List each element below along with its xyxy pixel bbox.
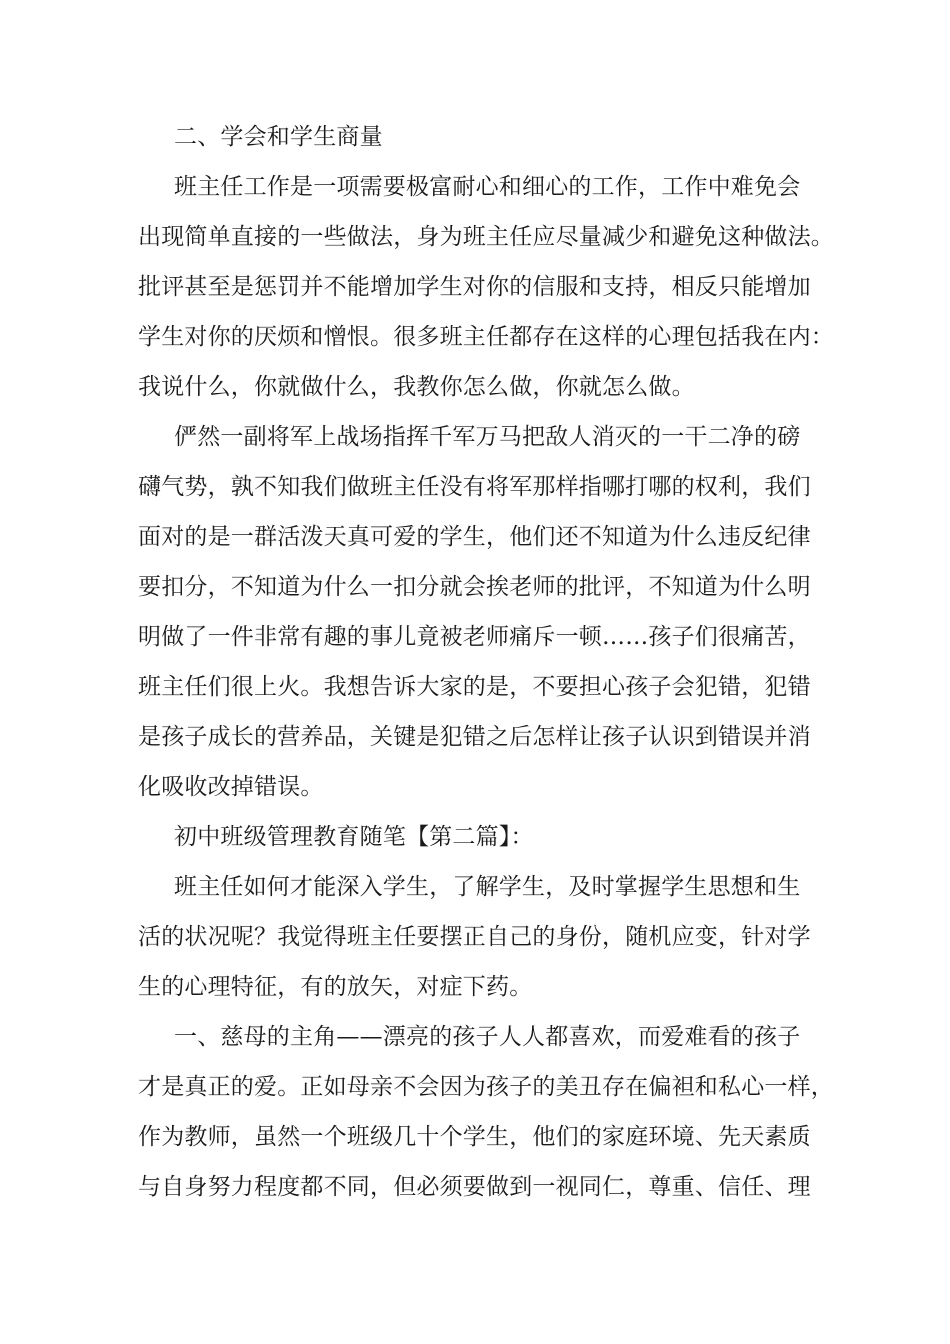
paragraph-line: 我说什么，你就做什么，我教你怎么做，你就怎么做。 [138,374,695,400]
paragraph-line: 俨然一副将军上战场指挥千军万马把敌人消灭的一干二净的磅 [174,424,801,450]
paragraph-line: 出现简单直接的一些做法，身为班主任应尽量减少和避免这种做法。 [138,224,834,250]
paragraph-line: 批评甚至是惩罚并不能增加学生对你的信服和支持，相反只能增加 [138,274,811,300]
paragraph-line: 要扣分，不知道为什么一扣分就会挨老师的批评，不知道为什么明 [138,574,811,600]
paragraph-line: 明做了一件非常有趣的事儿竟被老师痛斥一顿……孩子们很痛苦， [138,624,811,650]
paragraph-line: 礴气势，孰不知我们做班主任没有将军那样指哪打哪的权利，我们 [138,474,811,500]
paragraph-line: 与自身努力程度都不同，但必须要做到一视同仁，尊重、信任、理 [138,1174,811,1200]
article-heading: 初中班级管理教育随笔【第二篇】： [174,824,534,850]
paragraph-line: 一、慈母的主角——漂亮的孩子人人都喜欢，而爱难看的孩子 [174,1024,801,1050]
paragraph-line: 化吸收改掉错误。 [138,774,324,800]
paragraph-line: 作为教师，虽然一个班级几十个学生，他们的家庭环境、先天素质 [138,1124,811,1150]
paragraph-line: 班主任工作是一项需要极富耐心和细心的工作，工作中难免会 [174,174,801,200]
paragraph-line: 面对的是一群活泼天真可爱的学生，他们还不知道为什么违反纪律 [138,524,811,550]
paragraph-line: 班主任们很上火。我想告诉大家的是，不要担心孩子会犯错，犯错 [138,674,811,700]
paragraph-line: 班主任如何才能深入学生，了解学生，及时掌握学生思想和生 [174,874,801,900]
paragraph-line: 生的心理特征，有的放矢，对症下药。 [138,974,533,1000]
paragraph-line: 才是真正的爱。正如母亲不会因为孩子的美丑存在偏袒和私心一样， [138,1074,834,1100]
section-heading: 二、学会和学生商量 [174,124,383,150]
paragraph-line: 是孩子成长的营养品，关键是犯错之后怎样让孩子认识到错误并消 [138,724,811,750]
paragraph-line: 学生对你的厌烦和憎恨。很多班主任都存在这样的心理包括我在内： [138,324,834,350]
paragraph-line: 活的状况呢？我觉得班主任要摆正自己的身份，随机应变，针对学 [138,924,811,950]
